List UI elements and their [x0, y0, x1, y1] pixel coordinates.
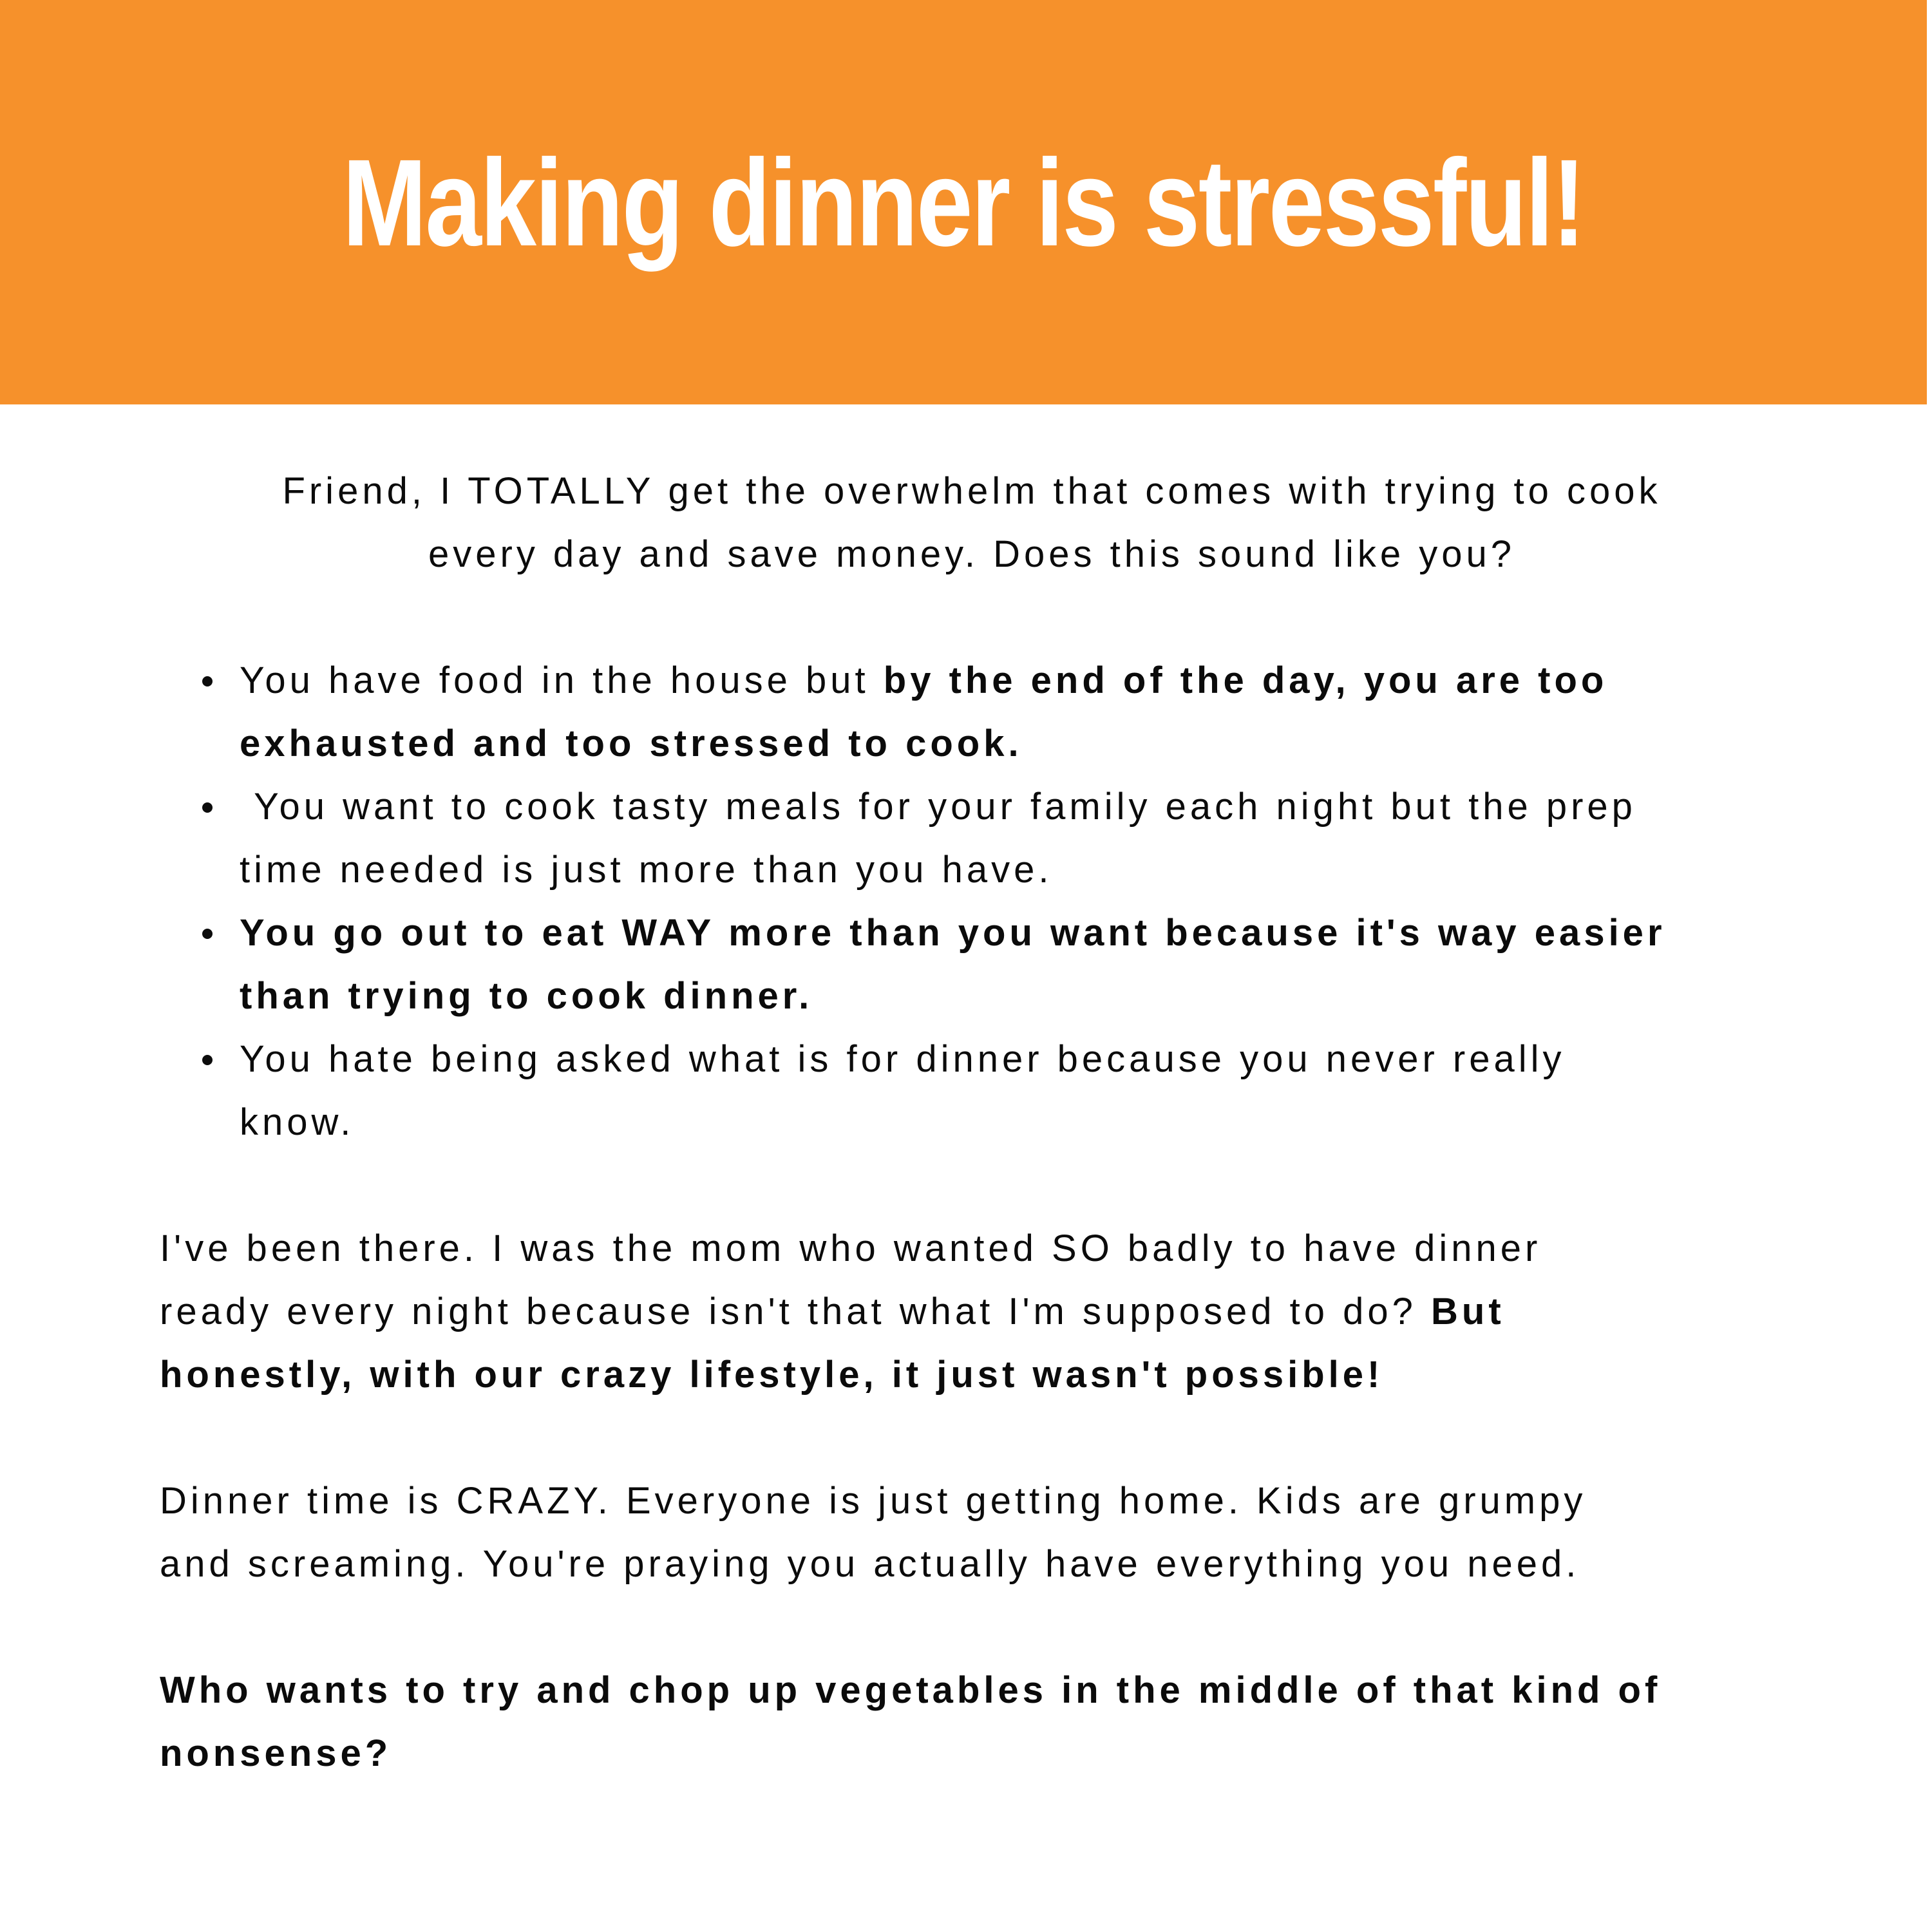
- text-line: [160, 1291, 1505, 1332]
- pain-point-item-3: [240, 902, 1784, 1028]
- text-line: [160, 1732, 392, 1774]
- page-title: Making dinner is stressful!: [342, 133, 1585, 272]
- bold-text-run: Who wants to try and chop up vegetables in the middle of that kind of: [160, 1669, 1662, 1711]
- text-run: ready every night because isn't that what I'm supposed to do?: [160, 1291, 1431, 1332]
- text-line: [240, 975, 813, 1017]
- text-run: time needed is just more than you have.: [240, 849, 1053, 891]
- text-run: Dinner time is CRAZY. Everyone is just getting home. Kids are grumpy: [160, 1480, 1587, 1522]
- text-line: [240, 786, 1636, 828]
- bold-text-run: But: [1431, 1291, 1505, 1332]
- pain-point-item-2: [240, 775, 1784, 902]
- text-line: [282, 470, 1661, 512]
- text-line: [240, 659, 1607, 701]
- bold-text-run: nonsense?: [160, 1732, 392, 1774]
- text-line: [160, 1354, 1383, 1396]
- text-run: know.: [240, 1101, 355, 1143]
- bold-text-run: honestly, with our crazy lifestyle, it just wasn't possible!: [160, 1354, 1384, 1396]
- story-paragraph: [160, 1217, 1784, 1406]
- text-line: [160, 1480, 1586, 1522]
- text-line: [240, 849, 1052, 891]
- text-run: I've been there. I was the mom who wanted SO badly to have dinner: [160, 1227, 1542, 1269]
- text-line: [240, 723, 1023, 764]
- text-run: Friend, I TOTALLY get the overwhelm that comes with trying to cook: [282, 470, 1662, 512]
- text-run: You have food in the house but: [240, 659, 884, 701]
- bold-text-run: than trying to cook dinner.: [240, 975, 813, 1017]
- pain-point-item-1: [240, 649, 1784, 775]
- text-line: [240, 912, 1666, 954]
- text-line: [160, 1669, 1661, 1711]
- text-run: You hate being asked what is for dinner because you never really: [240, 1038, 1566, 1080]
- pain-point-item-4: [240, 1028, 1784, 1154]
- closing-question-paragraph: [160, 1659, 1784, 1785]
- text-run: and screaming. You're praying you actually have everything you need.: [160, 1543, 1580, 1585]
- pain-points-list: [160, 649, 1784, 1154]
- orange-header-banner: [0, 0, 1927, 404]
- text-run: You want to cook tasty meals for your family each night but the prep: [240, 786, 1636, 828]
- text-line: [160, 1227, 1541, 1269]
- bold-text-run: by the end of the day, you are too: [883, 659, 1608, 701]
- text-line: [160, 1543, 1580, 1585]
- body-content: [0, 404, 1932, 1785]
- text-line: [428, 533, 1515, 575]
- intro-paragraph: [160, 460, 1784, 586]
- bold-text-run: exhausted and too stressed to cook.: [240, 723, 1023, 764]
- text-line: [240, 1038, 1566, 1080]
- dinner-time-paragraph: [160, 1470, 1784, 1596]
- text-line: [240, 1101, 354, 1143]
- bold-text-run: You go out to eat WAY more than you want because it's way easier: [240, 912, 1666, 954]
- text-run: every day and save money. Does this sound like you?: [428, 533, 1516, 575]
